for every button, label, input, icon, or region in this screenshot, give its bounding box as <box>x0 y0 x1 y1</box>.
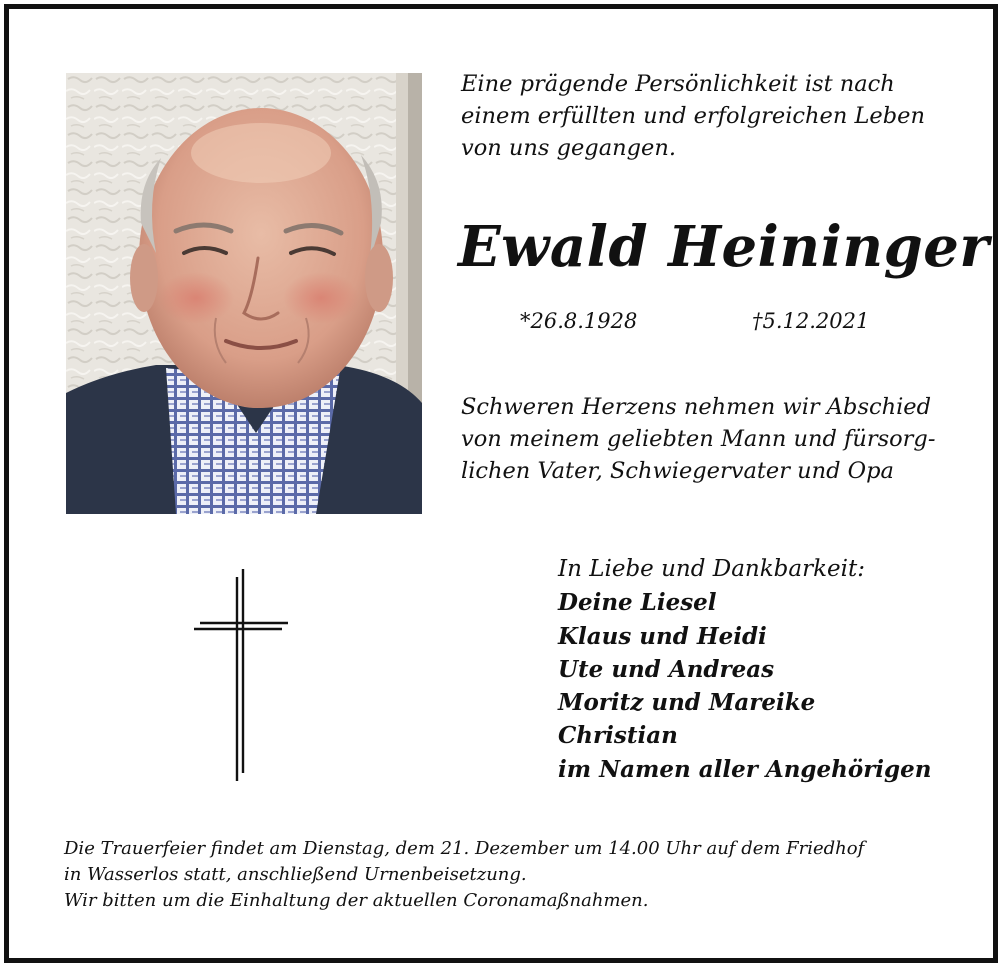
farewell-line: Schweren Herzens nehmen wir Abschied <box>461 394 932 420</box>
intro-line: von uns gegangen. <box>461 135 676 161</box>
farewell-line: von meinem geliebten Mann und fürsorg- <box>461 426 936 452</box>
funeral-notice <box>64 836 984 914</box>
intro-line: Eine prägende Persönlichkeit ist nach <box>461 71 895 97</box>
mourner-name: im Namen aller Angehörigen <box>558 755 932 783</box>
birth-date: *26.8.1928 <box>520 309 638 333</box>
portrait-photo <box>66 73 422 514</box>
mourner-name: Christian <box>558 722 678 750</box>
farewell-line: lichen Vater, Schwiegervater und Opa <box>461 458 894 484</box>
cross-icon <box>190 565 290 787</box>
funeral-notice-line: Die Trauerfeier findet am Dienstag, dem 21. Dezember um 14.00 Uhr auf dem Friedhof <box>64 838 865 859</box>
farewell-text <box>461 391 981 487</box>
dagger-symbol: † <box>752 309 763 333</box>
death-date-block <box>752 309 869 333</box>
intro-text <box>461 68 961 164</box>
deceased-name: Ewald Heininger <box>458 214 990 280</box>
death-date: 5.12.2021 <box>762 309 870 333</box>
mourner-name: Klaus und Heidi <box>558 622 767 650</box>
signoff-block <box>558 553 978 786</box>
mourner-name: Deine Liesel <box>558 589 717 617</box>
intro-line: einem erfüllten und erfolgreichen Leben <box>461 103 925 129</box>
funeral-notice-line: Wir bitten um die Einhaltung der aktuellen Coronamaßnahmen. <box>64 890 649 911</box>
funeral-notice-line: in Wasserlos statt, anschließend Urnenbeisetzung. <box>64 864 527 885</box>
mourner-name: Ute und Andreas <box>558 655 775 683</box>
mourner-name: Moritz und Mareike <box>558 689 816 717</box>
signoff-heading: In Liebe und Dankbarkeit: <box>558 556 865 582</box>
